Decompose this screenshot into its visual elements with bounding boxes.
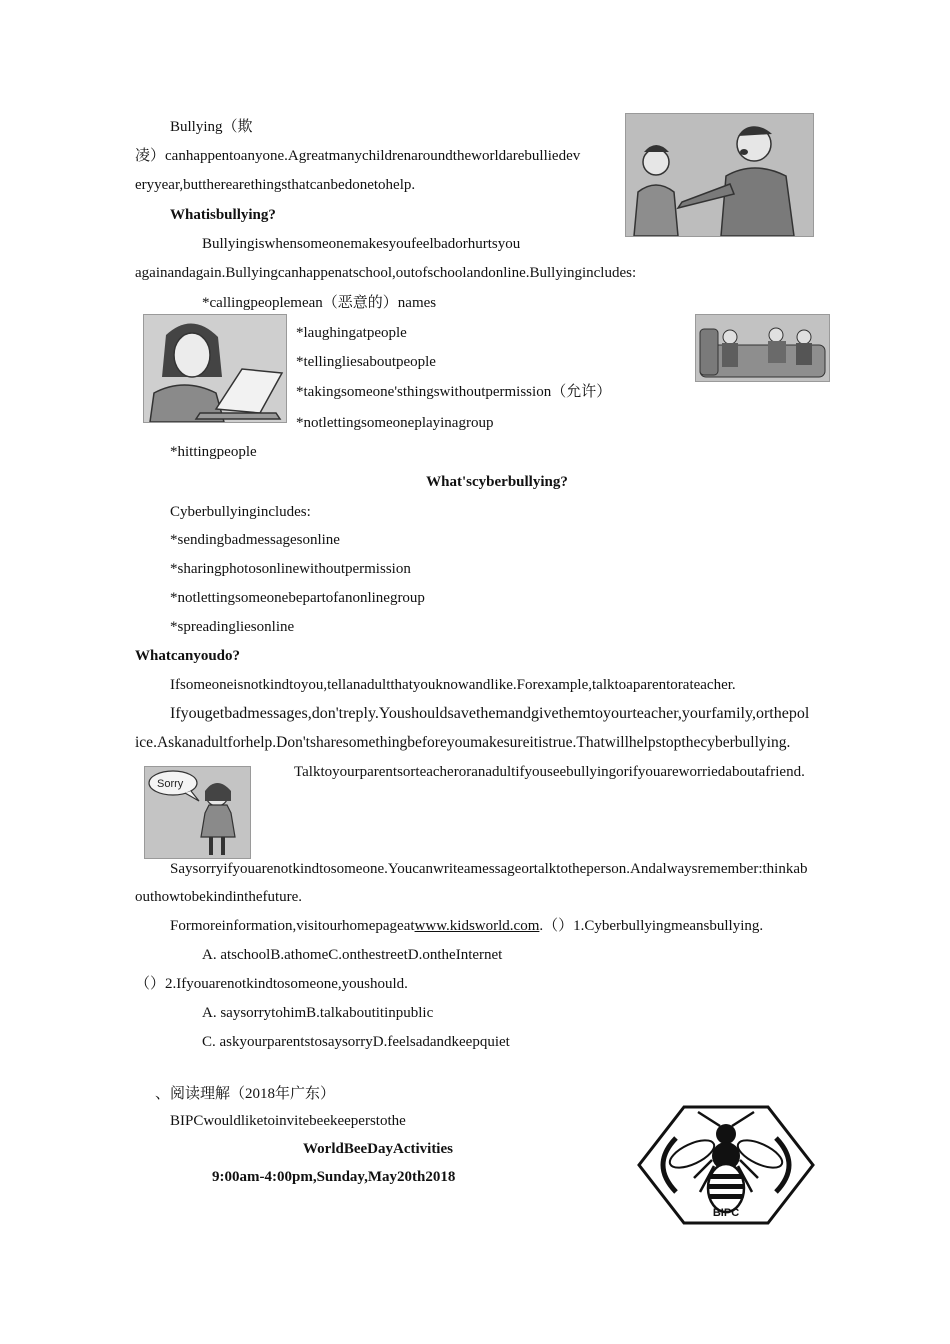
more-info-text: Formoreinformation,visitourhomepageat bbox=[170, 918, 415, 934]
bullying-list-item: *notlettingsomeoneplayinagroup bbox=[296, 415, 494, 431]
section-heading: 、阅读理解（2018年广东） bbox=[155, 1086, 336, 1102]
intro-line-1: Bullying（欺 bbox=[170, 119, 253, 135]
question-1-options: A. atschoolB.athomeC.onthestreetD.ontheInternet bbox=[202, 947, 503, 963]
question-2-options-c: C. askyourparentstosaysorryD.feelsadandkeepquiet bbox=[202, 1034, 510, 1050]
advice-paragraph-4b: outhowtobekindinthefuture. bbox=[135, 889, 303, 905]
pointing-man-illustration bbox=[625, 113, 814, 237]
intro-line-3: eryyear,buttherearethingsthatcanbedonetohelp. bbox=[135, 177, 416, 193]
homepage-link[interactable]: www.kidsworld.com bbox=[414, 918, 540, 934]
heading-cyberbullying: What'scyberbullying? bbox=[426, 474, 568, 490]
bullying-list-item: *tellingliesaboutpeople bbox=[296, 354, 436, 370]
bullying-list-item: *hittingpeople bbox=[170, 444, 257, 460]
cyber-list-item: *notlettingsomeonebepartofanonlinegroup bbox=[170, 590, 425, 606]
cyber-list-item: *sharingphotosonlinewithoutpermission bbox=[170, 561, 411, 577]
heading-what-is-bullying: Whatisbullying? bbox=[170, 207, 276, 223]
bipc-bee-logo bbox=[636, 1104, 816, 1226]
advice-paragraph-1: Ifsomeoneisnotkindtoyou,tellanadultthatyouknowandlike.Forexample,talktoaparentorateacher. bbox=[170, 677, 736, 693]
question-2-options-a: A. saysorrytohimB.talkaboutitinpublic bbox=[202, 1005, 434, 1021]
bipc-logo-text: BIPC bbox=[712, 1207, 740, 1219]
definition-line-1: Bullyingiswhensomeonemakesyoufeelbadorhurtsyou bbox=[202, 236, 521, 252]
girl-laptop-illustration bbox=[143, 314, 287, 423]
event-title: WorldBeeDayActivities bbox=[303, 1141, 453, 1157]
question-1-stem: .（）1.Cyberbullyingmeansbullying. bbox=[539, 918, 764, 934]
bullying-list-item: *callingpeoplemean（恶意的）names bbox=[202, 295, 437, 311]
sorry-speech-bubble: Sorry bbox=[157, 778, 184, 790]
heading-what-can-you-do: Whatcanyoudo? bbox=[135, 648, 241, 664]
cyber-list-item: *sendingbadmessagesonline bbox=[170, 532, 340, 548]
bullying-list-item: *takingsomeone'sthingswithoutpermission（允许） bbox=[296, 384, 612, 400]
question-2-stem: （）2.Ifyouarenotkindtosomeone,youshould. bbox=[135, 976, 408, 992]
bullying-list-item: *laughingatpeople bbox=[296, 325, 407, 341]
sofa-people-illustration bbox=[695, 314, 830, 382]
cyberbullying-intro: Cyberbullyingincludes: bbox=[170, 504, 311, 520]
definition-line-2: againandagain.Bullyingcanhappenatschool,outofschoolandonline.Bullyingincludes: bbox=[135, 265, 637, 281]
sorry-girl-illustration bbox=[144, 766, 251, 859]
more-info-line bbox=[170, 916, 763, 936]
advice-paragraph-4a: Saysorryifyouarenotkindtosomeone.Youcanwriteamessageortalktotheperson.Andalwaysremember:thinkab bbox=[170, 861, 808, 877]
event-time: 9:00am-4:00pm,Sunday,May20th2018 bbox=[212, 1169, 456, 1185]
invite-line: BIPCwouldliketoinvitebeekeeperstothe bbox=[170, 1113, 406, 1129]
cyber-list-item: *spreadingliesonline bbox=[170, 619, 295, 635]
advice-paragraph-2b: ice.Askanadultforhelp.Don'tsharesomethingbeforeyoumakesureitistrue.Thatwillhelpstopthecyberbullying. bbox=[135, 734, 791, 751]
intro-line-2: 凌）canhappentoanyone.Agreatmanychildrenaroundtheworldarebulliedev bbox=[135, 148, 581, 164]
advice-paragraph-2a: Ifyougetbadmessages,don'treply.Youshouldsavethemandgivethemtoyourteacher,yourfamily,orthepol bbox=[170, 705, 810, 722]
advice-paragraph-3: Talktoyourparentsorteacheroranadultifyouseebullyingorifyouareworriedaboutafriend. bbox=[294, 764, 805, 780]
